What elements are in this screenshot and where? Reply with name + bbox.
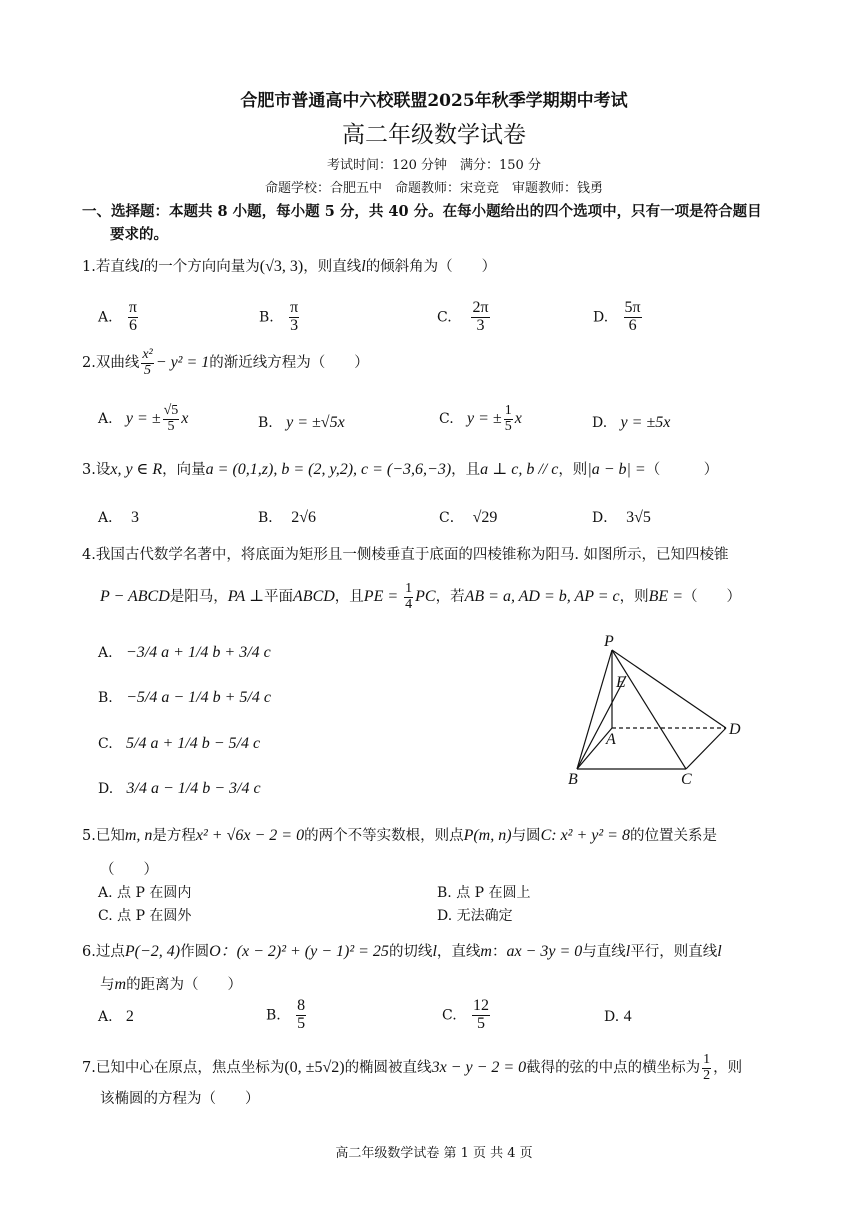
q2-option-d: D. y = ±5x <box>592 414 671 431</box>
question-4-line2: P − ABCD是阳马，PA ⊥平面ABCD，且PE = $\frac{1}{4}$ PC，若AB = a, AD = b, AP = c，则BE =（ ） <box>100 581 741 612</box>
pyramid-figure <box>560 630 760 790</box>
q5-option-c: C. 点 P 在圆外 <box>98 908 192 924</box>
exam-title: 合肥市普通高中六校联盟2025年秋季学期期中考试 <box>240 91 628 111</box>
label-c: C <box>681 771 692 788</box>
section-heading: 一、选择题：本题共 8 小题，每小题 5 分，共 40 分。在每小题给出的四个选项中，只有一项是符合题目 <box>82 203 762 220</box>
q6-option-c: C. $\frac{12}{5}$ <box>442 997 490 1032</box>
label-b: B <box>568 771 578 788</box>
question-2: 2.双曲线 $\frac{\text{x²}}{5}$ − y² = 1的渐近线方程为（ ） <box>82 347 369 378</box>
q2-option-a: A. y = ± $\frac{√5}{5}$ x <box>98 403 189 434</box>
q1-l: l <box>139 258 144 275</box>
q3-option-a: A． 3 <box>98 509 140 526</box>
author-info: 命题学校：合肥五中 命题教师：宋竞竞 审题教师：钱勇 <box>264 181 603 196</box>
q4-option-c: C. 5/4 a + 1/4 b − 5/4 c <box>98 735 261 752</box>
q3-option-c: C． √29 <box>439 509 498 526</box>
q1-pre: 1.若直线 <box>82 259 140 275</box>
q3-option-d: D． 3√5 <box>592 509 651 526</box>
q4-option-d: D. 3/4 a − 1/4 b − 3/4 c <box>98 780 261 797</box>
question-6-line2: 与m的距离为（ ） <box>100 976 243 993</box>
question-7-line2: 该椭圆的方程为（ ） <box>100 1091 260 1107</box>
q5-option-a: A. 点 P 在圆内 <box>98 885 192 901</box>
q1-option-d: D. $\frac{5\pi}{6}$ <box>593 299 641 334</box>
label-a: A <box>606 731 616 748</box>
label-d: D <box>729 721 741 738</box>
edge-pc <box>612 650 686 769</box>
q5-option-b: B. 点 P 在圆上 <box>437 885 531 901</box>
q2-option-b: B. y = ±√5x <box>258 414 345 431</box>
q2-option-c: C. y = ± $\frac{1}{5}$ x <box>439 403 522 434</box>
q5-paren: （ ） <box>100 862 158 878</box>
q6-option-b: B. $\frac{8}{5}$ <box>266 997 306 1032</box>
q1-option-c: C. $\frac{2\pi}{3}$ <box>437 299 489 334</box>
exam-info: 考试时间：120 分钟 满分：150 分 <box>327 158 541 173</box>
question-4-line1: 4.我国古代数学名著中，将底面为矩形且一侧棱垂直于底面的四棱锥称为阳马. 如图所示，已知四棱锥 <box>82 547 729 563</box>
q4-option-a: A. −3/4 a + 1/4 b + 3/4 c <box>98 644 271 661</box>
q1-mid: 的一个方向向量为 <box>143 259 260 275</box>
question-1 <box>82 255 496 276</box>
edge-pd <box>612 650 726 728</box>
q1-option-a: A. $\frac{\pi}{6}$ <box>98 299 137 334</box>
exam-subtitle: 高二年级数学试卷 <box>342 122 526 148</box>
q1-post2: 的倾斜角为（ ） <box>365 259 497 275</box>
edge-pb <box>577 650 612 769</box>
q6-option-d: D. 4 <box>604 1008 632 1025</box>
q6-option-a: A. 2 <box>98 1008 134 1025</box>
q1-l2: l <box>361 258 366 275</box>
q1-vec: (√3, 3) <box>259 258 304 275</box>
q1-option-b: B. $\frac{\pi}{3}$ <box>259 299 299 334</box>
label-e: E <box>616 674 626 691</box>
page-footer: 高二年级数学试卷 第 1 页 共 4 页 <box>335 1146 533 1161</box>
section-heading-cont: 要求的。 <box>110 226 168 243</box>
question-6: 6.过点P(−2, 4)作圆O：(x − 2)² + (y − 1)² = 25的切线l，直线m：ax − 3y = 0与直线l平行，则直线l <box>82 943 722 960</box>
question-3: 3.设x, y ∈ R，向量a = (0,1,z), b = (2, y,2), c = (−3,6,−3)，且a ⊥ c, b // c，则|a − b| =（ ） <box>82 461 719 478</box>
question-5: 5.已知m, n是方程x² + √6x − 2 = 0的两个不等实数根，则点P(m, n)与圆C: x² + y² = 8的位置关系是 <box>82 827 717 844</box>
q1-post: ，则直线 <box>303 259 362 275</box>
edge-cd <box>686 728 726 769</box>
label-p: P <box>604 633 614 650</box>
q4-option-b: B. −5/4 a − 1/4 b + 5/4 c <box>98 689 271 706</box>
question-7: 7.已知中心在原点，焦点坐标为(0, ±5√2)的椭圆被直线3x − y − 2 = 0截得的弦的中点的横坐标为 $\frac{1}{2}$ ，则 <box>82 1052 743 1083</box>
q5-option-d: D. 无法确定 <box>437 908 513 924</box>
q3-option-b: B． 2√6 <box>258 509 316 526</box>
